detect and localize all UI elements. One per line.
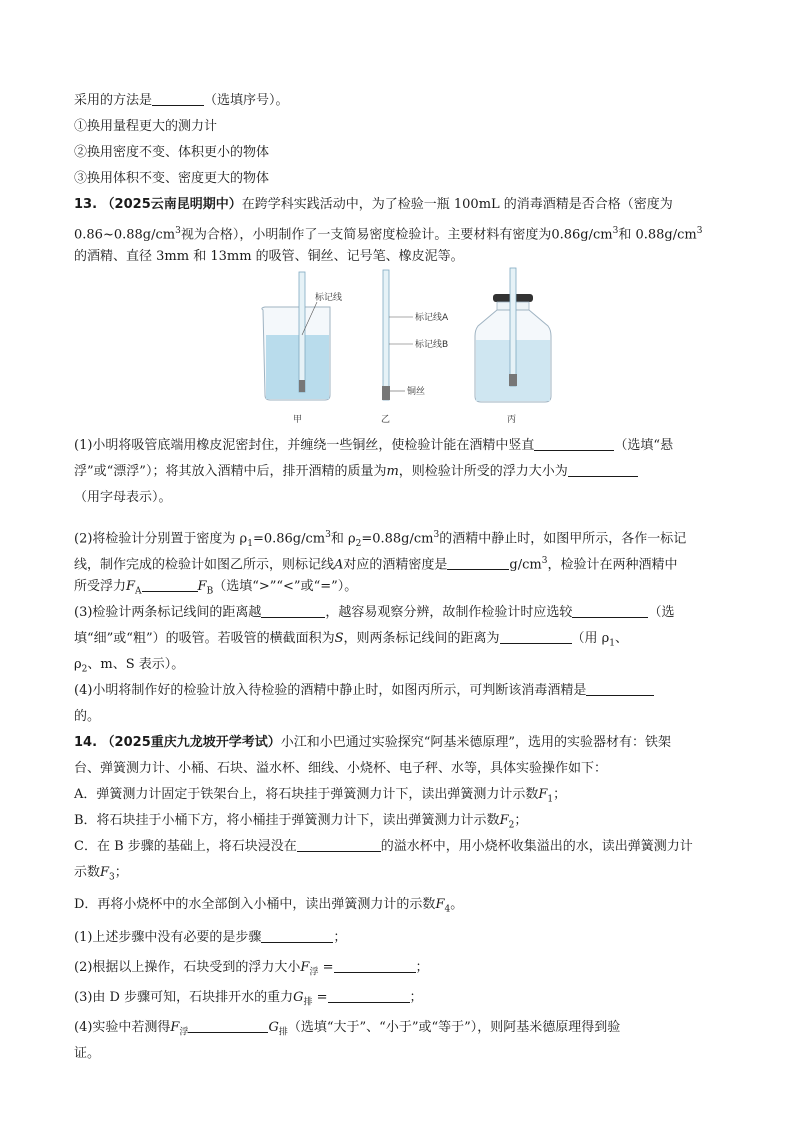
answer-blank[interactable] — [500, 631, 572, 644]
part-text: （选填“>”“<”或“=”）。 — [213, 579, 358, 594]
q14-sub3: (3)由 D 步骤可知，石块排开水的重力$G_排$ = ； — [74, 990, 423, 1008]
q14-step-c2: 示数$F_3$； — [74, 865, 128, 883]
question-text: 在跨学科实践活动中，为了检验一瓶 100mL 的消毒酒精是否合格（密度为 — [241, 197, 673, 212]
part-text: =0.86g/cm — [252, 531, 326, 547]
caption-bing: 丙 — [507, 415, 517, 425]
option-2: ②换用密度不变、体积更小的物体 — [74, 145, 270, 160]
part-text: 线，制作完成的检验计如图乙所示，则标记线 — [74, 557, 335, 573]
intro-text: （选填序号）。 — [204, 93, 289, 108]
q13-part4-line2: 的。 — [74, 709, 101, 724]
q13-part2-line2: 线，制作完成的检验计如图乙所示，则标记线A对应的酒精密度是 $g/cm^3$，检验计在两种酒精中 — [74, 556, 678, 573]
answer-blank[interactable] — [152, 93, 204, 106]
part-text: (1)小明将吸管底端用橡皮泥密封住，并缠绕一些铜丝，使检验计能在酒精中竖直 — [74, 438, 535, 453]
caption-jia: 甲 — [293, 415, 303, 425]
q14-step-c1 — [74, 838, 734, 856]
part-text: （选填“悬 — [614, 438, 674, 453]
answer-blank[interactable] — [586, 683, 654, 696]
label-mark: 标记线 — [315, 293, 343, 303]
label-copper: 铜丝 — [407, 387, 426, 397]
part-text: (3)由 D 步骤可知，石块排开水的重力 — [74, 990, 294, 1005]
step-text: A．弹簧测力计固定于铁架台上，将石块挂于弹簧测力计下，读出弹簧测力计示数 — [74, 787, 539, 802]
answer-blank[interactable] — [328, 990, 410, 1003]
label-mark-b: 标记线B — [415, 340, 449, 350]
part-text: 的酒精中静止时，如图甲所示，各作一标记 — [439, 531, 687, 547]
option-3: ③换用体积不变、密度更大的物体 — [74, 171, 270, 186]
q13-part3-line1 — [74, 604, 734, 622]
step-text: D．再将小烧杯中的水全部倒入小桶中，读出弹簧测力计的示数 — [74, 897, 436, 912]
intro-line — [74, 92, 734, 110]
part-text: ，检验计在两种酒精中 — [547, 557, 678, 573]
answer-blank[interactable] — [534, 438, 614, 451]
step-text: 的溢水杯中，用小烧杯收集溢出的水，读出弹簧测力计 — [380, 839, 693, 854]
option-1: ①换用量程更大的测力计 — [74, 119, 218, 134]
question-number: 13. （2025云南昆明期中） — [74, 197, 242, 212]
q14-line1 — [74, 734, 734, 752]
label-mark-a: 标记线A — [415, 313, 449, 323]
q14-step-d: D．再将小烧杯中的水全部倒入小桶中，读出弹簧测力计的示数$F_4$。 — [74, 897, 464, 915]
part-text: 、 — [615, 631, 629, 646]
q13-line2: $0.86\sim 0.88g/cm^3$视为合格），小明制作了一支简易密度检验计。主要材料有密度为$0.86g/cm^3$和 $0.88g/cm^3$ — [74, 226, 703, 243]
part-text: 和 ρ — [330, 531, 356, 547]
q13-part1-line1 — [74, 437, 734, 455]
q14-step-a: A．弹簧测力计固定于铁架台上，将石块挂于弹簧测力计下，读出弹簧测力计示数$F_1$； — [74, 787, 567, 805]
tube-yi — [382, 270, 413, 400]
answer-blank[interactable] — [297, 839, 381, 852]
question-text: 和 0.88g/cm — [618, 227, 697, 243]
answer-blank[interactable] — [568, 464, 638, 477]
caption-yi: 乙 — [381, 415, 391, 425]
part-text: (1)上述步骤中没有必要的是步骤 — [74, 930, 262, 945]
part-text: 、m、S 表示）。 — [87, 657, 185, 672]
q13-part1-line2 — [74, 463, 734, 481]
step-text: C．在 B 步骤的基础上，将石块浸没在 — [74, 839, 297, 854]
symbol-m: m — [386, 464, 399, 479]
part-text: 所受浮力 — [74, 579, 127, 594]
part-text: （用 ρ — [571, 631, 610, 646]
q14-step-b: B．将石块挂于小桶下方，将小桶挂于弹簧测力计下，读出弹簧测力计示数$F_2$； — [74, 813, 528, 831]
part-text: ，则检验计所受的浮力大小为 — [398, 464, 568, 479]
q14-line2: 台、弹簧测力计、小桶、石块、溢水杯、细线、小烧杯、电子秤、水等，具体实验操作如下： — [74, 761, 608, 776]
q14-sub2: (2)根据以上操作，石块受到的浮力大小$F_浮$ = ； — [74, 960, 429, 978]
part-text: （选 — [648, 605, 675, 620]
step-text: B．将石块挂于小桶下方，将小桶挂于弹簧测力计下，读出弹簧测力计示数 — [74, 813, 500, 828]
answer-blank[interactable] — [261, 605, 325, 618]
q14-sub1: (1)上述步骤中没有必要的是步骤 ； — [74, 930, 347, 945]
hydrometer-figure — [255, 260, 555, 425]
symbol-a: A — [334, 557, 344, 573]
part-text: (4)实验中若测得 — [74, 1020, 171, 1035]
answer-blank[interactable] — [188, 1020, 268, 1033]
symbol-s: S — [334, 631, 344, 646]
q13-part3-line3: $\rho_2$、m、S 表示）。 — [74, 657, 185, 675]
part-text: (2)根据以上操作，石块受到的浮力大小 — [74, 960, 301, 975]
q13-line1 — [74, 196, 734, 214]
part-text: ρ — [74, 657, 82, 672]
answer-blank[interactable] — [447, 557, 509, 570]
intro-text: 采用的方法是 — [74, 93, 153, 108]
question-number: 14. （2025重庆九龙坡开学考试） — [74, 735, 281, 750]
question-text: 小江和小巴通过实验探究“阿基米德原理”，选用的实验器材有：铁架 — [280, 735, 672, 750]
answer-blank[interactable] — [572, 605, 648, 618]
q14-sub4: (4)实验中若测得$F_浮$ $G_排$（选填“大于”、“小于”或“等于”），则阿基米德原理得到验 — [74, 1020, 621, 1038]
part-text: (4)小明将制作好的检验计放入待检验的酒精中静止时，如图丙所示，可判断该消毒酒精是 — [74, 683, 587, 698]
part-text: ，则两条标记线间的距离为 — [343, 631, 500, 646]
q13-part1-line3: （用字母表示）。 — [74, 490, 172, 505]
answer-blank[interactable] — [261, 930, 333, 943]
question-text: 视为合格），小明制作了一支简易密度检验计。主要材料有密度为0.86g/cm — [180, 227, 613, 243]
q13-part2-line1: (2)将检验计分别置于密度为 $\rho_1=0.86g/cm^3$和 $\rho_2=0.88g/cm^3$的酒精中静止时，如图甲所示，各作一标记 — [74, 530, 687, 549]
q14-sub4-end: 证。 — [74, 1046, 101, 1061]
part-text: =0.88g/cm — [361, 531, 434, 547]
question-text: 0.86~0.88g/cm — [74, 227, 176, 243]
part-text: g/cm — [509, 557, 542, 573]
part-text: (2)将检验计分别置于密度为 ρ — [74, 531, 248, 547]
part-text: (3)检验计两条标记线间的距离越 — [74, 605, 262, 620]
part-text: 浮”或“漂浮”）；将其放入酒精中后，排开酒精的质量为 — [74, 464, 387, 479]
q13-part4-line1 — [74, 682, 734, 700]
q13-part2-line3: 所受浮力$F_A$ $F_B$（选填“>”“<”或“=”）。 — [74, 579, 358, 597]
answer-blank[interactable] — [334, 960, 416, 973]
answer-blank[interactable] — [142, 579, 198, 592]
q13-part3-line2: 填“细”或“粗”）的吸管。若吸管的横截面积为S，则两条标记线间的距离为 （用 $\rho_1$、 — [74, 631, 629, 649]
step-text: 示数 — [74, 865, 101, 880]
part-text: 填“细”或“粗”）的吸管。若吸管的横截面积为 — [74, 631, 335, 646]
part-text: ，越容易观察分辨，故制作检验计时应选较 — [325, 605, 573, 620]
q13-line3: 的酒精、直径 3mm 和 13mm 的吸管、铜丝、记号笔、橡皮泥等。 — [74, 249, 464, 264]
part-text: （选填“大于”、“小于”或“等于”），则阿基米德原理得到验 — [287, 1020, 621, 1035]
beaker-jia — [262, 272, 330, 400]
bottle-bing — [475, 268, 551, 402]
part-text: 对应的酒精密度是 — [343, 557, 448, 573]
